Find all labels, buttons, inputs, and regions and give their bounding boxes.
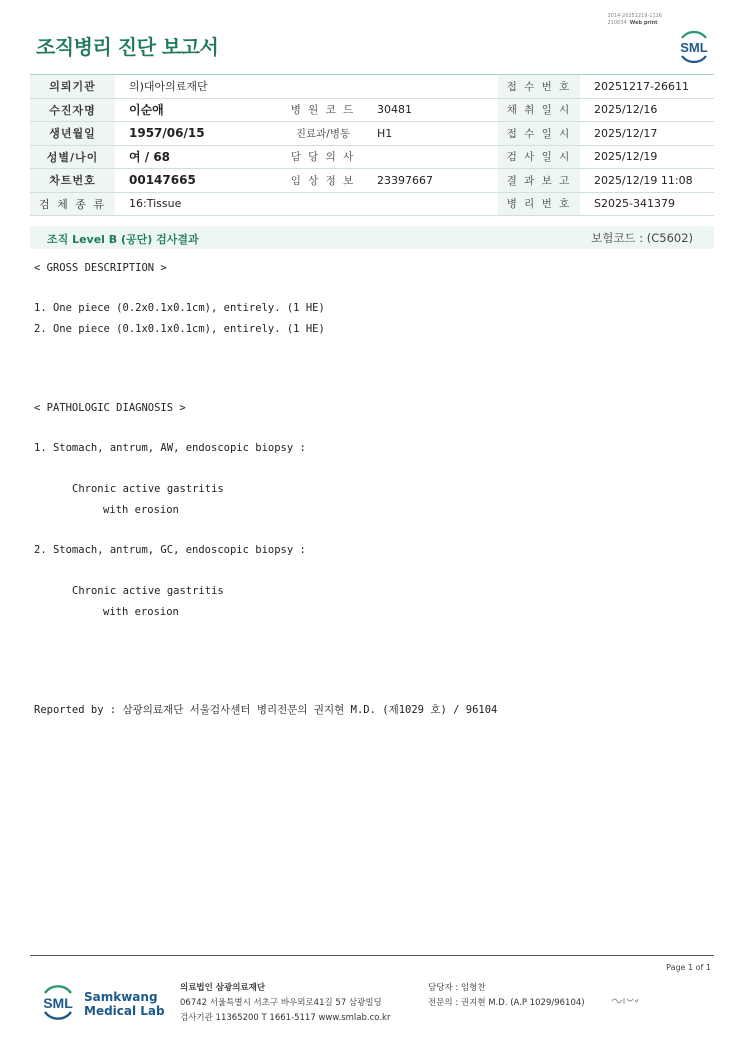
table-row bbox=[30, 122, 714, 146]
value-chart-no: 00147665 bbox=[115, 169, 283, 193]
label-accession-no: 접 수 번 호 bbox=[498, 75, 580, 99]
patient-info-table bbox=[30, 74, 714, 216]
print-id-line1: 3014-20251219-1116 bbox=[607, 13, 662, 19]
pathologic-diagnosis-header: < PATHOLOGIC DIAGNOSIS > bbox=[34, 402, 186, 414]
label-clinical-info: 임 상 정 보 bbox=[283, 169, 363, 193]
label-physician: 담 당 의 사 bbox=[283, 145, 363, 169]
web-print-label: Web print bbox=[629, 20, 658, 26]
print-id bbox=[607, 13, 662, 27]
label-pathology-no: 병 리 번 호 bbox=[498, 192, 580, 216]
gross-item-1: 1. One piece (0.2x0.1x0.1cm), entirely. (1 HE) bbox=[34, 302, 325, 314]
report-title: 조직병리 진단 보고서 bbox=[36, 35, 219, 59]
diagnosis-2-finding: Chronic active gastritis bbox=[72, 585, 224, 597]
value-specimen-type: 16:Tissue bbox=[115, 192, 498, 216]
org-address: 06742 서울특별시 서초구 바우뫼로41길 57 삼광빌딩 bbox=[180, 998, 382, 1008]
gross-item-2: 2. One piece (0.1x0.1x0.1cm), entirely. (1 HE) bbox=[34, 323, 325, 335]
value-department: H1 bbox=[363, 122, 498, 146]
table-row bbox=[30, 75, 714, 99]
footer-logo-text: SML bbox=[43, 995, 73, 1011]
gross-description-header: < GROSS DESCRIPTION > bbox=[34, 262, 167, 274]
table-row bbox=[30, 169, 714, 193]
diagnosis-1-subfinding: with erosion bbox=[103, 504, 179, 516]
print-id-code: 210034 bbox=[607, 20, 627, 26]
value-clinical-info: 23397667 bbox=[363, 169, 498, 193]
org-name: 의료법인 삼광의료재단 bbox=[180, 983, 266, 993]
label-collection-date: 채 취 일 시 bbox=[498, 98, 580, 122]
value-hospital-code: 30481 bbox=[363, 98, 498, 122]
label-requesting-org: 의뢰기관 bbox=[30, 75, 115, 99]
org-contact: 검사기관 11365200 T 1661-5117 www.smlab.co.kr bbox=[180, 1013, 391, 1023]
label-patient-name: 수진자명 bbox=[30, 98, 115, 122]
signature-image bbox=[610, 995, 640, 1007]
value-sex-age: 여 / 68 bbox=[115, 145, 283, 169]
brand-line-1: Samkwang bbox=[84, 990, 158, 1004]
diagnosis-2-subfinding: with erosion bbox=[103, 606, 179, 618]
brand-name bbox=[84, 990, 165, 1018]
label-sex-age: 성별/나이 bbox=[30, 145, 115, 169]
label-specimen-type: 검 체 종 류 bbox=[30, 192, 115, 216]
label-test-date: 검 사 일 시 bbox=[498, 145, 580, 169]
value-receipt-date: 2025/12/17 bbox=[580, 122, 714, 146]
value-result-report: 2025/12/19 11:08 bbox=[580, 169, 714, 193]
value-collection-date: 2025/12/16 bbox=[580, 98, 714, 122]
diagnosis-1-site: 1. Stomach, antrum, AW, endoscopic biopsy : bbox=[34, 442, 306, 454]
logo-text: SML bbox=[680, 40, 708, 55]
page-number: Page 1 of 1 bbox=[666, 963, 711, 972]
staff-in-charge: 담당자 : 임형찬 bbox=[428, 983, 486, 993]
table-row bbox=[30, 192, 714, 216]
result-section-title: 조직 Level B (공단) 검사결과 bbox=[47, 233, 199, 246]
value-birth-date: 1957/06/15 bbox=[115, 122, 283, 146]
insurance-code: 보험코드 : (C5602) bbox=[591, 231, 693, 245]
diagnosis-2-site: 2. Stomach, antrum, GC, endoscopic biopsy : bbox=[34, 544, 306, 556]
label-result-report: 결 과 보 고 bbox=[498, 169, 580, 193]
organization-info bbox=[180, 981, 390, 1026]
table-row bbox=[30, 98, 714, 122]
staff-pathologist: 전문의 : 권지현 M.D. (A.P 1029/96104) bbox=[428, 998, 585, 1008]
label-birth-date: 생년월일 bbox=[30, 122, 115, 146]
value-accession-no: 20251217-26611 bbox=[580, 75, 714, 99]
reported-by: Reported by : 삼광의료재단 서울검사센터 병리전문의 권지현 M.D. (제1029 호) / 96104 bbox=[34, 704, 498, 716]
staff-info bbox=[428, 981, 585, 1011]
value-pathology-no: S2025-341379 bbox=[580, 192, 714, 216]
label-chart-no: 차트번호 bbox=[30, 169, 115, 193]
label-receipt-date: 접 수 일 시 bbox=[498, 122, 580, 146]
sml-logo-icon bbox=[674, 26, 714, 66]
label-department: 진료과/병동 bbox=[283, 122, 363, 146]
value-patient-name: 이순애 bbox=[115, 98, 283, 122]
value-requesting-org: 의)대아의료재단 bbox=[115, 75, 498, 99]
label-hospital-code: 병 원 코 드 bbox=[283, 98, 363, 122]
value-physician bbox=[363, 145, 498, 169]
result-section-bar bbox=[30, 226, 714, 249]
diagnosis-1-finding: Chronic active gastritis bbox=[72, 483, 224, 495]
value-test-date: 2025/12/19 bbox=[580, 145, 714, 169]
table-row bbox=[30, 145, 714, 169]
sml-footer-logo-icon bbox=[36, 980, 80, 1024]
footer-divider bbox=[30, 955, 714, 956]
brand-line-2: Medical Lab bbox=[84, 1004, 165, 1018]
